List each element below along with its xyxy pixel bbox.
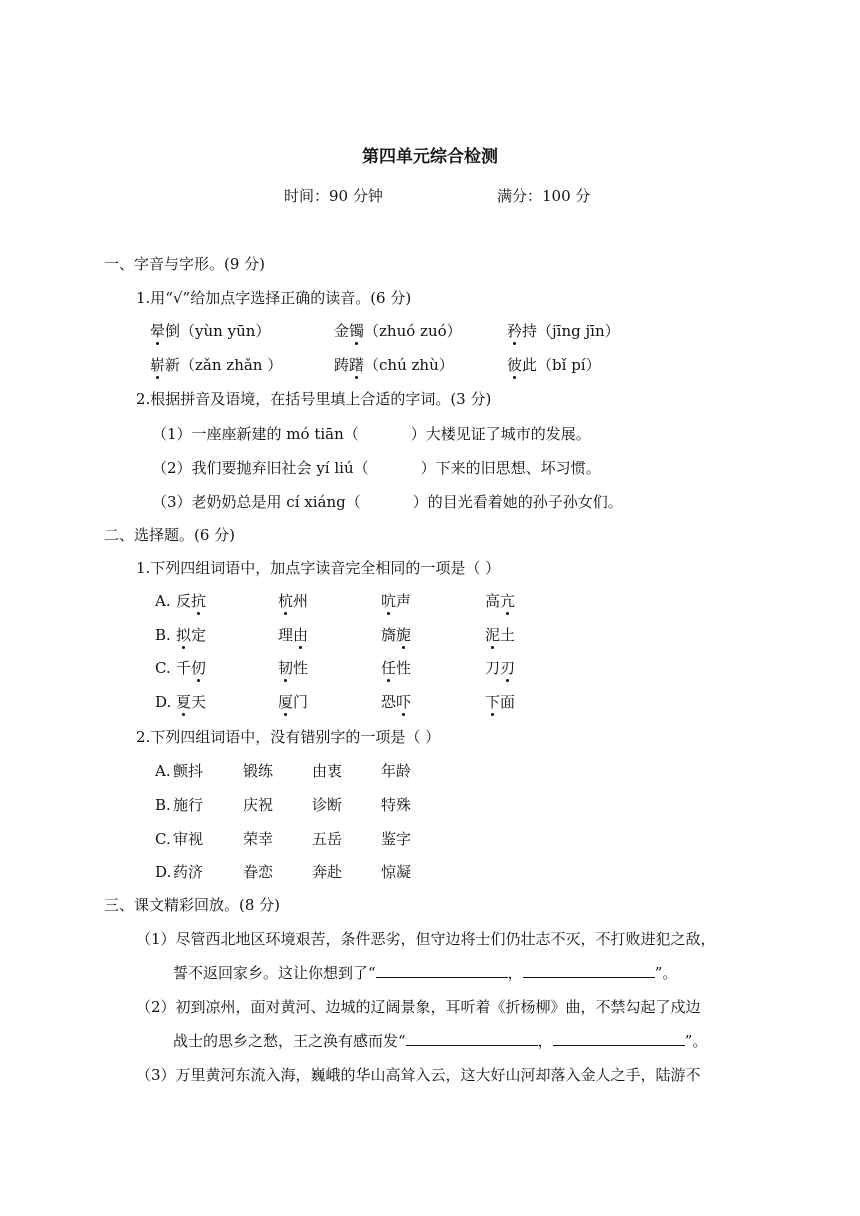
dotted-char: 拟 <box>176 626 192 644</box>
recall-item-line2 <box>173 1031 707 1051</box>
q2-prompt: 2.根据拼音及语境，在括号里填上合适的字词。(3 分) <box>136 390 492 408</box>
option-word: 诊断 <box>312 796 343 814</box>
fill-text-post: ）下来的旧思想、坏习惯。 <box>420 459 601 477</box>
option-word: 奔赴 <box>312 863 343 881</box>
answer-blank[interactable] <box>376 963 508 978</box>
word-char: 定 <box>191 626 207 644</box>
option-word: 眷恋 <box>243 863 274 881</box>
recall-text-pre: 誓不返回家乡。这让你想到了“ <box>173 964 376 982</box>
recall-sep: ， <box>507 964 523 982</box>
section3-heading: 三、课文精彩回放。(8 分) <box>104 896 281 914</box>
fill-item <box>152 458 601 478</box>
word-char: 声 <box>396 592 412 610</box>
dotted-char: 任 <box>381 659 397 677</box>
exam-score: 满分：100 分 <box>497 187 591 205</box>
option-word: 庆祝 <box>243 796 274 814</box>
option-label[interactable]: A. <box>155 592 171 610</box>
option-word: 特殊 <box>381 796 412 814</box>
option-label[interactable]: D. <box>155 863 172 881</box>
recall-item-line2 <box>173 963 677 983</box>
word-char: 新 <box>165 356 181 374</box>
recall-item-line1: （3）万里黄河东流入海，巍峨的华山高耸入云，这大好山河却落入金人之手，陆游不 <box>136 1066 701 1084</box>
word-char: 州 <box>293 592 309 610</box>
option-word <box>278 658 308 678</box>
word-char: 恐 <box>381 693 397 711</box>
word-char: 高 <box>485 592 501 610</box>
pinyin-options[interactable]: （chú zhù） <box>364 356 454 374</box>
dotted-char: 吭 <box>381 592 397 610</box>
word-char: 倒 <box>165 322 181 340</box>
option-word <box>485 591 515 611</box>
option-word: 药济 <box>173 863 204 881</box>
pinyin-options[interactable]: （bǐ pí） <box>537 356 601 374</box>
pinyin-item <box>507 321 620 341</box>
pinyin-item <box>150 321 270 341</box>
recall-text-post: ”。 <box>654 964 678 982</box>
pinyin-options[interactable]: （zhuó zuó） <box>364 322 462 340</box>
word-char: 天 <box>191 693 207 711</box>
option-label[interactable]: B. <box>155 626 171 644</box>
pinyin-options[interactable]: （zǎn zhǎn ） <box>180 356 283 374</box>
word-char: 金 <box>334 322 350 340</box>
option-word: 荣幸 <box>243 830 274 848</box>
option-word <box>381 692 411 712</box>
word-char: 理 <box>278 626 294 644</box>
recall-sep: ， <box>537 1032 553 1050</box>
recall-text-pre: 战士的思乡之愁，王之涣有感而发“ <box>173 1032 406 1050</box>
dotted-char: 刃 <box>500 659 516 677</box>
option-word: 颤抖 <box>173 762 204 780</box>
dotted-char: 由 <box>293 626 309 644</box>
option-word <box>278 625 308 645</box>
dotted-char: 矜 <box>507 322 523 340</box>
option-word <box>485 625 515 645</box>
dotted-char: 夏 <box>176 693 192 711</box>
fill-text-post: ）的目光看着她的孙子孙女们。 <box>412 493 623 511</box>
option-label[interactable]: A. <box>155 762 171 780</box>
word-char: 面 <box>500 693 516 711</box>
option-word: 由衷 <box>312 762 343 780</box>
option-word <box>278 591 308 611</box>
word-char: 性 <box>293 659 309 677</box>
option-word <box>381 625 411 645</box>
fill-text-pre: （2）我们要抛弃旧社会 yí liú（ <box>152 459 369 477</box>
option-word: 惊凝 <box>381 863 412 881</box>
answer-blank[interactable] <box>406 1031 538 1046</box>
option-word <box>381 658 411 678</box>
option-word <box>485 658 515 678</box>
dotted-char: 晕 <box>150 322 166 340</box>
exam-time: 时间：90 分钟 <box>284 187 383 205</box>
word-char: 持 <box>522 322 538 340</box>
pinyin-options[interactable]: （yùn yūn） <box>180 322 271 340</box>
fill-item <box>152 424 591 444</box>
dotted-char: 仞 <box>191 659 207 677</box>
word-char: 门 <box>293 693 309 711</box>
recall-item-line1: （2）初到凉州，面对黄河、边城的辽阔景象，耳听着《折杨柳》曲，不禁勾起了戍边 <box>136 998 701 1016</box>
option-label[interactable]: C. <box>155 830 171 848</box>
section1-heading: 一、字音与字形。(9 分) <box>104 255 266 273</box>
option-word: 年龄 <box>381 762 412 780</box>
q1-prompt: 1.用“√”给加点字选择正确的读音。(6 分) <box>136 289 412 307</box>
page-title: 第四单元综合检测 <box>362 147 498 167</box>
option-word <box>485 692 515 712</box>
option-word <box>381 591 411 611</box>
dotted-char: 躇 <box>349 356 365 374</box>
choice-q2-prompt: 2.下列四组词语中，没有错别字的一项是（ ） <box>136 728 441 746</box>
option-word <box>278 692 308 712</box>
word-char: 千 <box>176 659 192 677</box>
option-label[interactable]: D. <box>155 693 172 711</box>
option-label[interactable]: B. <box>155 796 171 814</box>
option-label[interactable]: C. <box>155 659 171 677</box>
fill-text-pre: （1）一座座新建的 mó tiān（ <box>152 425 359 443</box>
recall-text-post: ”。 <box>684 1032 708 1050</box>
recall-item-line1: （1）尽管西北地区环境艰苦，条件恶劣，但守边将士们仍壮志不灭，不打败进犯之敌， <box>136 930 716 948</box>
pinyin-item <box>507 355 601 375</box>
word-char: 旖 <box>381 626 397 644</box>
word-char: 刀 <box>485 659 501 677</box>
option-word <box>176 692 206 712</box>
dotted-char: 杭 <box>278 592 294 610</box>
dotted-char: 旎 <box>396 626 412 644</box>
pinyin-item <box>334 355 454 375</box>
option-word: 五岳 <box>312 830 343 848</box>
pinyin-item <box>150 355 282 375</box>
option-word <box>176 658 206 678</box>
pinyin-item <box>334 321 462 341</box>
fill-text-post: ）大楼见证了城市的发展。 <box>410 425 591 443</box>
dotted-char: 韧 <box>278 659 294 677</box>
option-word <box>176 625 206 645</box>
dotted-char: 下 <box>485 693 501 711</box>
fill-item <box>152 492 623 512</box>
dotted-char: 镯 <box>349 322 365 340</box>
word-char: 土 <box>500 626 516 644</box>
choice-q1-prompt: 1.下列四组词语中，加点字读音完全相同的一项是（ ） <box>136 559 501 577</box>
dotted-char: 彼 <box>507 356 523 374</box>
option-word: 鉴字 <box>381 830 412 848</box>
word-char: 此 <box>522 356 538 374</box>
option-word: 审视 <box>173 830 204 848</box>
section2-heading: 二、选择题。(6 分) <box>104 526 236 544</box>
pinyin-options[interactable]: （jīng jīn） <box>537 322 620 340</box>
answer-blank[interactable] <box>523 963 655 978</box>
dotted-char: 抗 <box>191 592 207 610</box>
option-word: 施行 <box>173 796 204 814</box>
dotted-char: 崭 <box>150 356 166 374</box>
word-char: 踌 <box>334 356 350 374</box>
dotted-char: 亢 <box>500 592 516 610</box>
dotted-char: 吓 <box>396 693 412 711</box>
answer-blank[interactable] <box>553 1031 685 1046</box>
dotted-char: 厦 <box>278 693 294 711</box>
fill-text-pre: （3）老奶奶总是用 cí xiáng（ <box>152 493 361 511</box>
word-char: 反 <box>176 592 192 610</box>
option-word <box>176 591 206 611</box>
word-char: 性 <box>396 659 412 677</box>
option-word: 锻练 <box>243 762 274 780</box>
dotted-char: 泥 <box>485 626 501 644</box>
